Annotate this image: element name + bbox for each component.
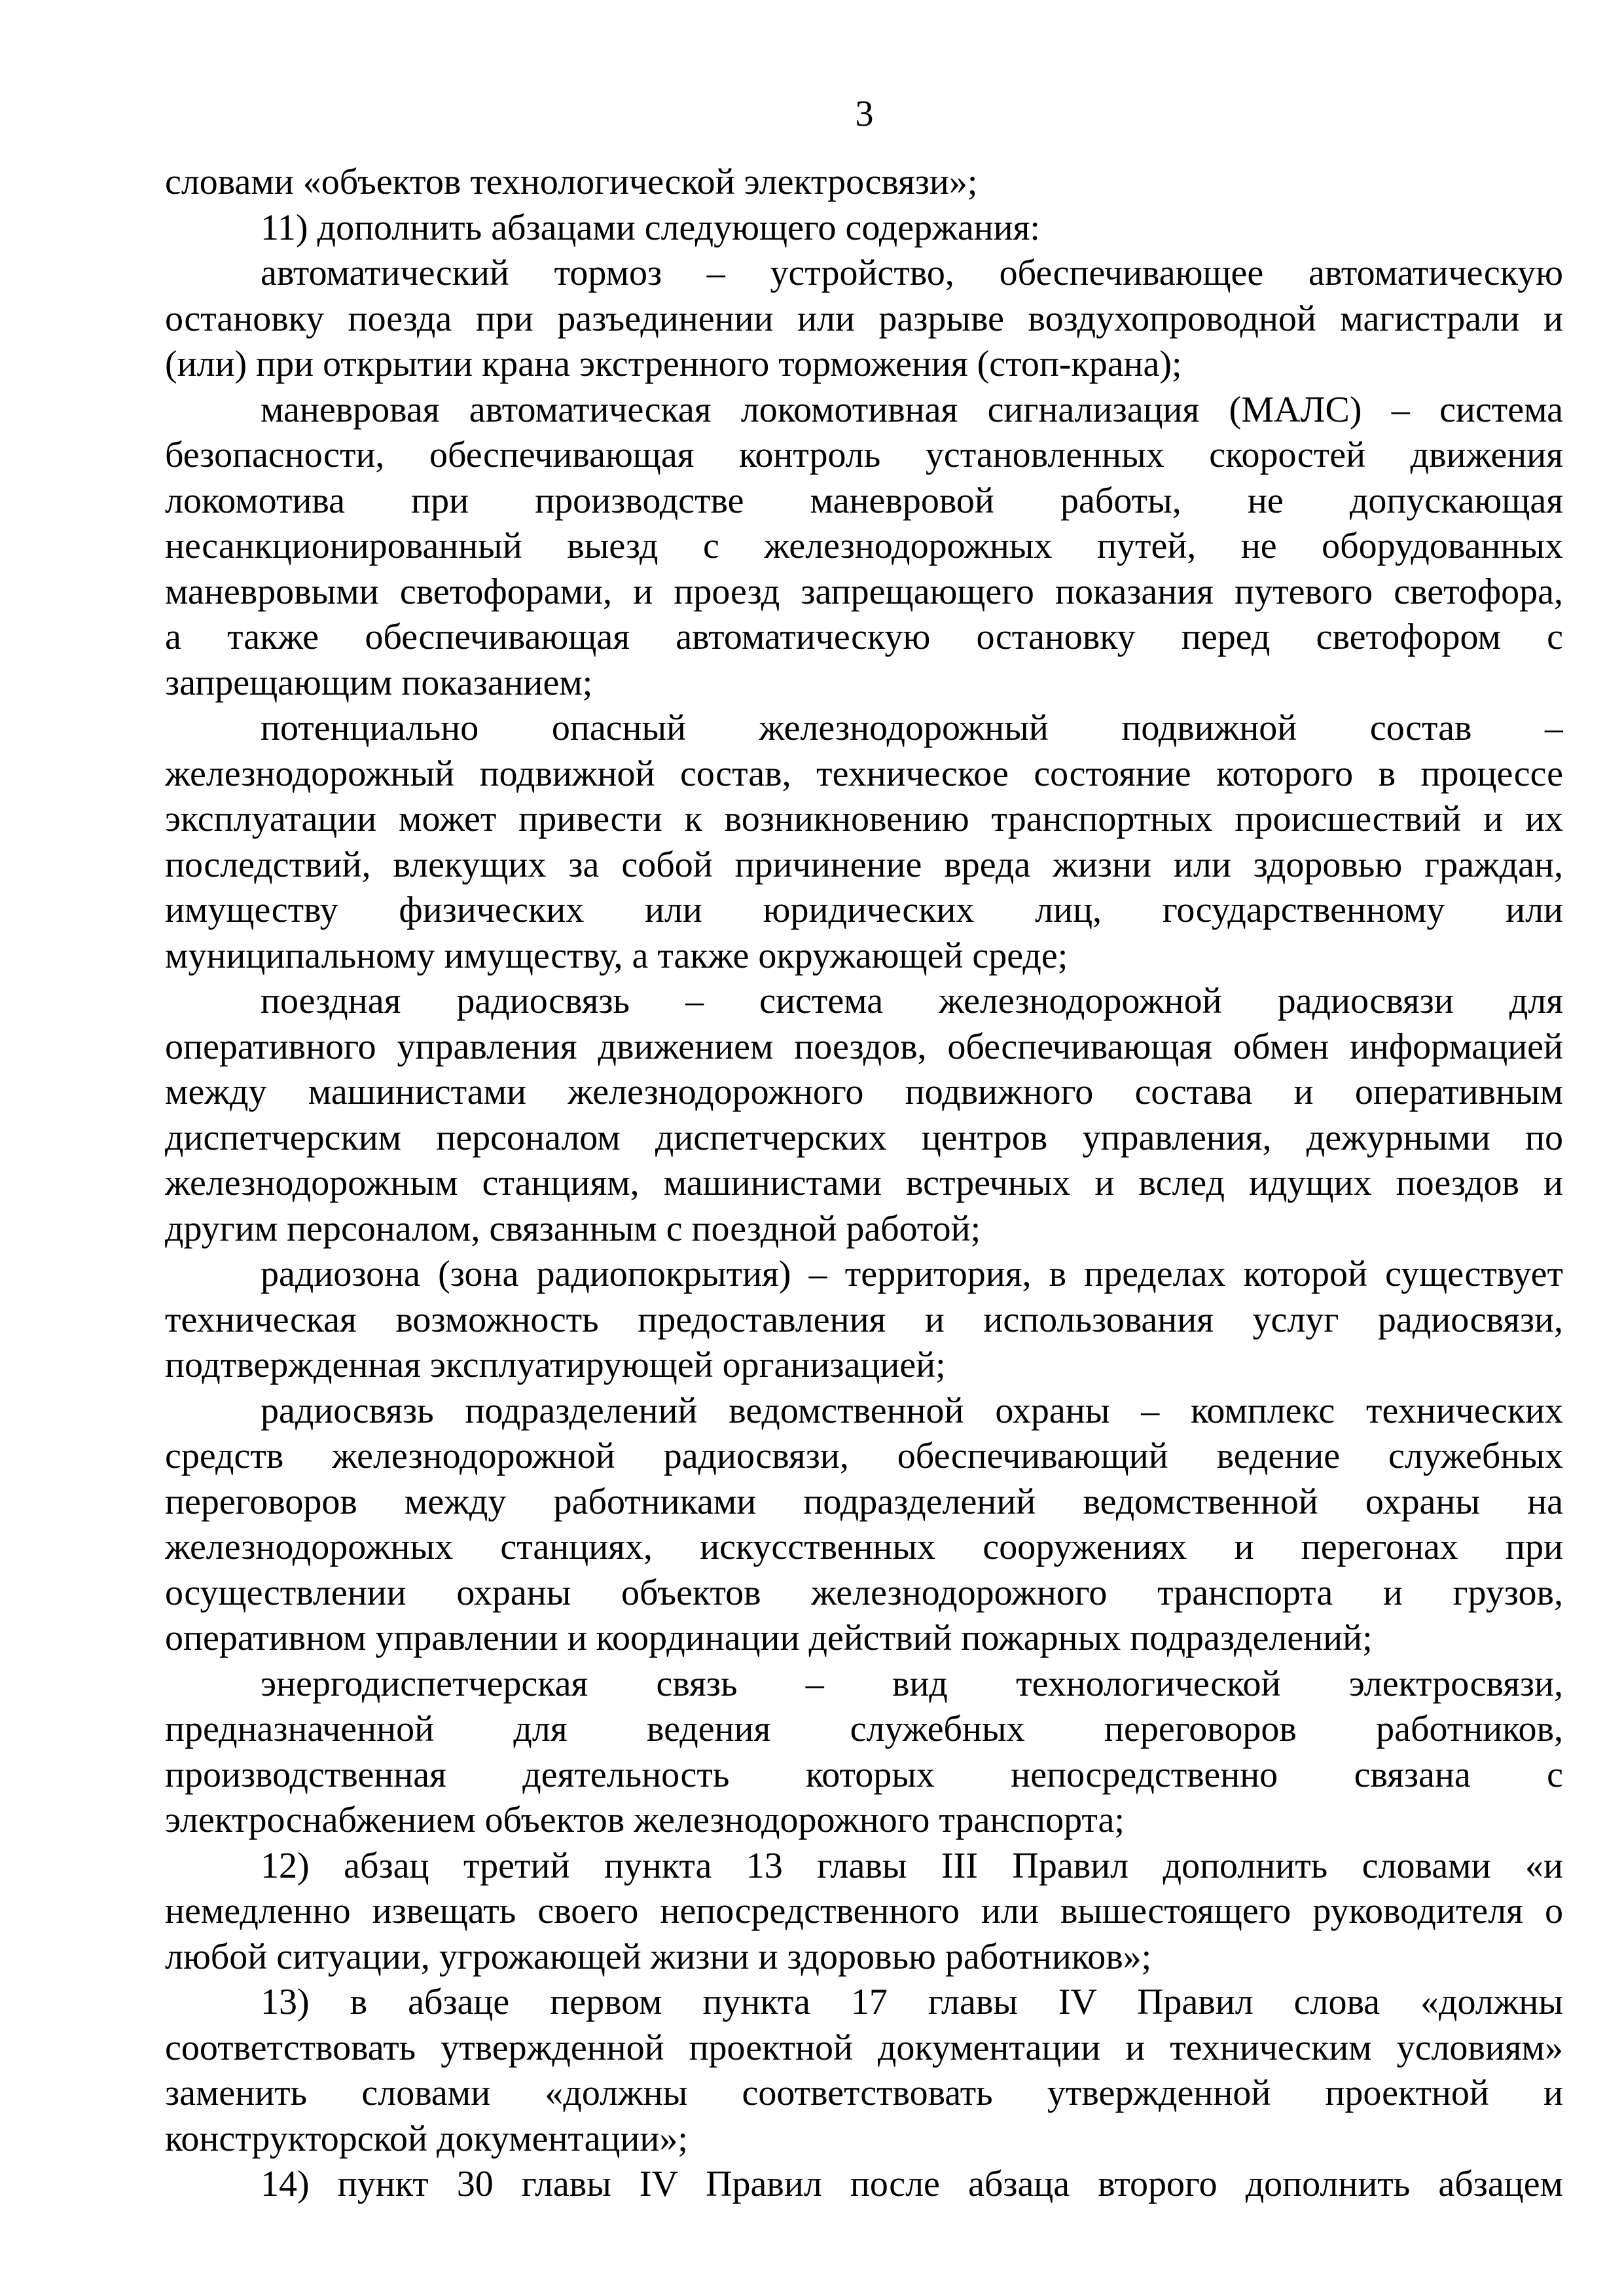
text-line: переговоров между работниками подразделений ведомственной охраны на	[165, 1481, 1563, 1522]
text-line: заменить словами «должны соответствовать утвержденной проектной и	[165, 2073, 1563, 2113]
text-line: немедленно извещать своего непосредственного или вышестоящего руководителя о	[165, 1891, 1563, 1931]
paragraph	[165, 251, 1563, 388]
text-line: любой ситуации, угрожающей жизни и здоровью работников»;	[165, 1936, 1152, 1977]
text-line: остановку поезда при разъединении или разрыве воздухопроводной магистрали и	[165, 298, 1563, 339]
text-line: безопасности, обеспечивающая контроль установленных скоростей движения	[165, 435, 1563, 475]
text-line: оперативного управления движением поездов, обеспечивающая обмен информацией	[165, 1026, 1563, 1067]
text-line: (или) при открытии крана экстренного торможения (стоп-крана);	[165, 344, 1182, 384]
paragraph	[165, 1980, 1563, 2162]
text-line: имуществу физических или юридических лиц, государственному или	[165, 890, 1563, 930]
text-line: техническая возможность предоставления и использования услуг радиосвязи,	[165, 1299, 1563, 1340]
text-line: муниципальному имуществу, а также окружающей среде;	[165, 935, 1068, 976]
text-line: производственная деятельность которых непосредственно связана с	[165, 1754, 1563, 1795]
text-line: локомотива при производстве маневровой работы, не допускающая	[165, 480, 1563, 521]
text-line: 12) абзац третий пункта 13 главы III Правил дополнить словами «и	[261, 1845, 1563, 1886]
text-line: соответствовать утвержденной проектной документации и техническим условиям»	[165, 2027, 1563, 2068]
text-line: радиосвязь подразделений ведомственной охраны – комплекс технических	[261, 1390, 1563, 1431]
paragraph	[165, 979, 1563, 1252]
text-line: 14) пункт 30 главы IV Правил после абзаца второго дополнить абзацем	[261, 2164, 1563, 2204]
paragraph	[165, 1252, 1563, 1389]
document-body	[165, 160, 1563, 2208]
text-line: оперативном управлении и координации действий пожарных подразделений;	[165, 1618, 1373, 1658]
text-line: энергодиспетчерская связь – вид технологической электросвязи,	[261, 1663, 1563, 1704]
text-line: железнодорожным станциям, машинистами встречных и вслед идущих поездов и	[165, 1163, 1563, 1203]
text-line: автоматический тормоз – устройство, обеспечивающее автоматическую	[261, 253, 1563, 293]
text-line: 13) в абзаце первом пункта 17 главы IV Правил слова «должны	[261, 1982, 1563, 2022]
paragraph	[165, 206, 1563, 251]
text-line: 11) дополнить абзацами следующего содержания:	[261, 207, 1040, 248]
text-line: маневровыми светофорами, и проезд запрещающего показания путевого светофора,	[165, 571, 1563, 612]
text-line: железнодорожных станциях, искусственных сооружениях и перегонах при	[165, 1527, 1563, 1567]
text-line: железнодорожный подвижной состав, техническое состояние которого в процессе	[165, 753, 1563, 794]
text-line: предназначенной для ведения служебных переговоров работников,	[165, 1709, 1563, 1749]
text-line: средств железнодорожной радиосвязи, обеспечивающий ведение служебных	[165, 1436, 1563, 1476]
text-line: подтвержденная эксплуатирующей организацией;	[165, 1345, 946, 1385]
text-line: электроснабжением объектов железнодорожного транспорта;	[165, 1800, 1125, 1840]
paragraph	[165, 706, 1563, 979]
text-line: потенциально опасный железнодорожный подвижной состав –	[261, 708, 1563, 748]
text-line: другим персоналом, связанным с поездной работой;	[165, 1208, 981, 1249]
text-line: последствий, влекущих за собой причинение вреда жизни или здоровью граждан,	[165, 844, 1563, 885]
paragraph	[165, 388, 1563, 706]
text-line: конструкторской документации»;	[165, 2118, 688, 2159]
text-line: запрещающим показанием;	[165, 662, 593, 703]
paragraph	[165, 1389, 1563, 1662]
text-line: радиозона (зона радиопокрытия) – территория, в пределах которой существует	[261, 1254, 1563, 1294]
text-line: поездная радиосвязь – система железнодорожной радиосвязи для	[261, 981, 1563, 1021]
paragraph	[165, 160, 1563, 206]
text-line: эксплуатации может привести к возникновению транспортных происшествий и их	[165, 799, 1563, 839]
text-line: словами «объектов технологической электросвязи»;	[165, 162, 978, 202]
text-line: несанкционированный выезд с железнодорожных путей, не оборудованных	[165, 526, 1563, 566]
text-line: а также обеспечивающая автоматическую остановку перед светофором с	[165, 617, 1563, 657]
paragraph	[165, 1662, 1563, 1844]
text-line: диспетчерским персоналом диспетчерских центров управления, дежурными по	[165, 1117, 1563, 1158]
page-number: 3	[855, 94, 874, 134]
text-line: между машинистами железнодорожного подвижного состава и оперативным	[165, 1072, 1563, 1112]
paragraph	[165, 1844, 1563, 1980]
text-line: маневровая автоматическая локомотивная сигнализация (МАЛС) – система	[261, 389, 1563, 430]
paragraph	[165, 2162, 1563, 2208]
text-line: осуществлении охраны объектов железнодорожного транспорта и грузов,	[165, 1572, 1563, 1613]
